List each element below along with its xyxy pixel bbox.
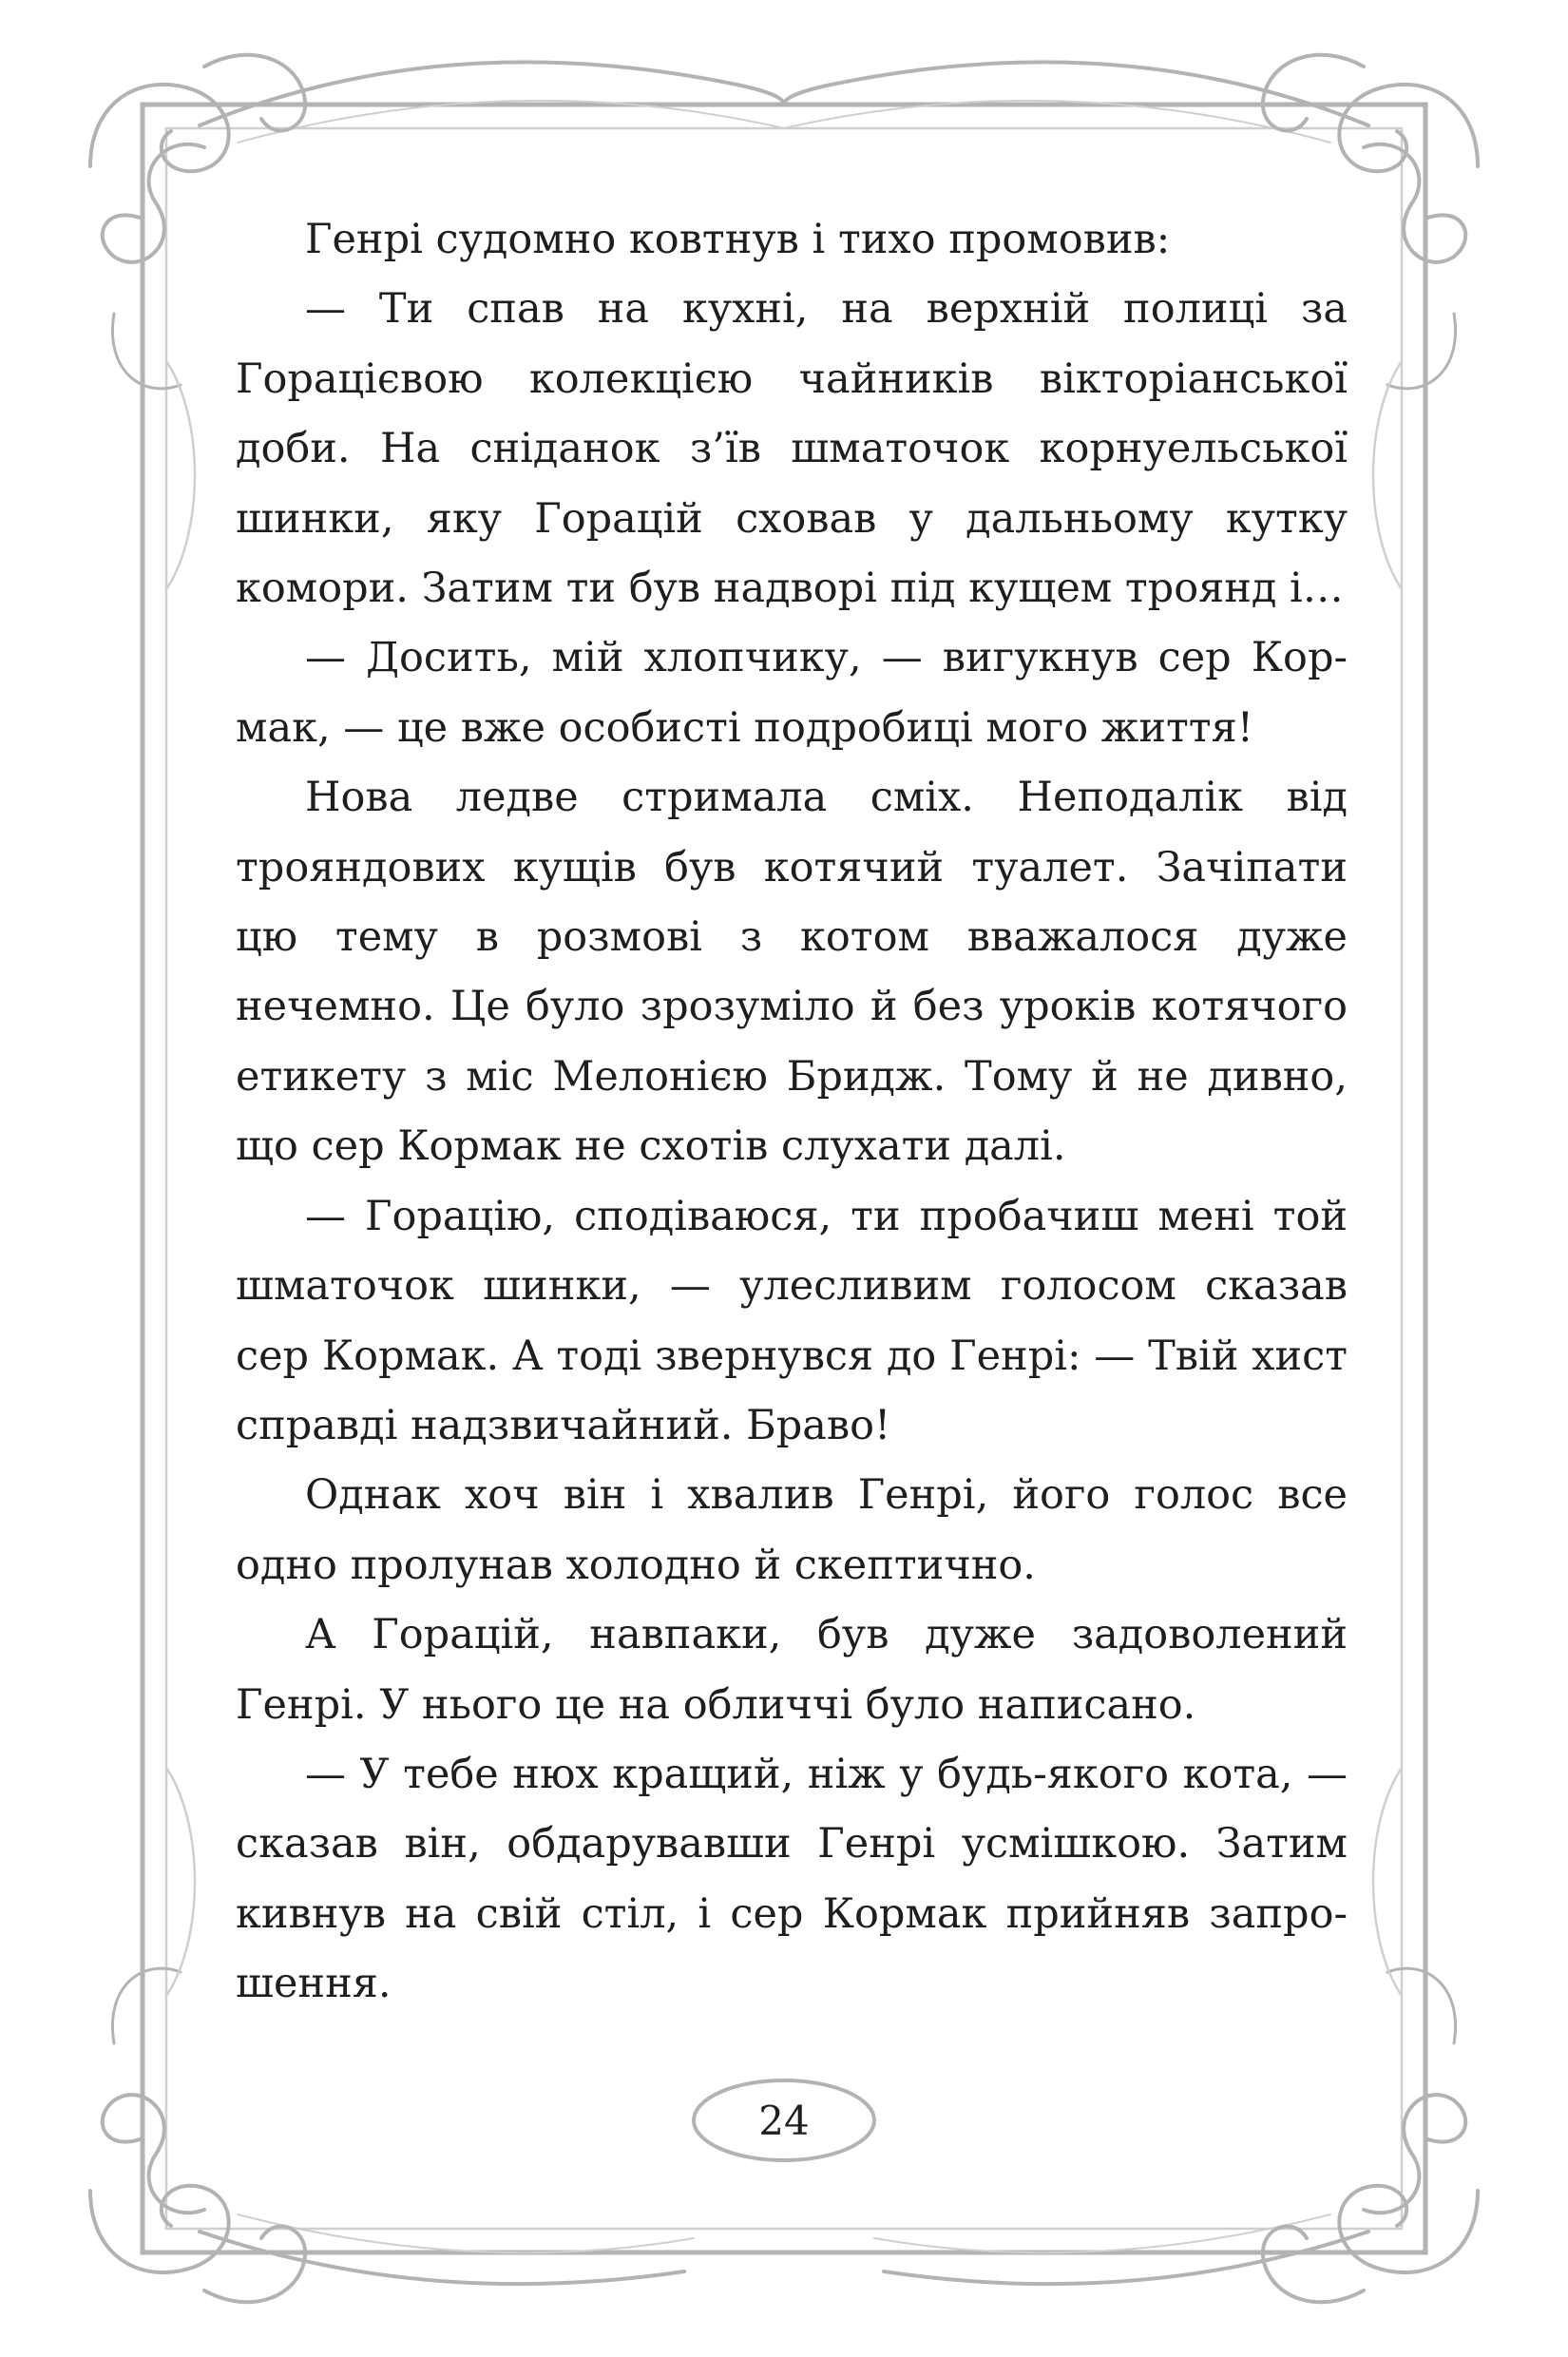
paragraph: Однак хоч він і хвалив Генрі, його голос все одно пролунав холодно й скептично. — [236, 1471, 1348, 1589]
page-number: 24 — [758, 2097, 810, 2144]
right-side-flourish — [1373, 361, 1402, 1996]
bottom-arch-inner — [238, 2214, 1330, 2252]
body-text — [236, 205, 1348, 2020]
paragraph: Нова ледве стримала сміх. Неподалік від трояндових кущів був котячий туалет. Зачіпати цю тему в розмові з котом вважалося дуже нечемно. Це було зрозуміло й без уроків котячого етикету з міс Мелонією Бридж. Тому й не дивно, що сер Кормак не схотів слухати далі. — [236, 774, 1348, 1171]
bottom-arch-left — [200, 2232, 684, 2284]
paragraph: Генрі судомно ковтнув і тихо промовив: — [305, 216, 1171, 263]
paragraph: А Горацій, навпаки, був дуже задоволений Генрі. У нього це на обличчі було написано. — [236, 1611, 1348, 1729]
top-arch-left — [200, 62, 784, 125]
paragraph: — Досить, мій хлопчику, — вигукнув сер Кормак, — це вже особисті подробиці мого життя! — [236, 634, 1348, 752]
top-arch-right — [784, 62, 1368, 125]
left-side-flourish — [166, 361, 195, 1996]
paragraph: — Горацію, сподіваюся, ти пробачиш мені той шматочок шинки, — улесливим голосом сказав сер Кормак. А тоді звернувся до Генрі: — Твій хист справді надзвичайний. Браво! — [236, 1192, 1348, 1449]
paragraph: — У тебе нюх кращий, ніж у будь-якого кота, — сказав він, обдарувавши Генрі усмішкою. Затим кивнув на свій стіл, і сер Кормак прийняв запрошення. — [236, 1750, 1348, 2008]
paragraph: — Ти спав на кухні, на верхній полиці за Горацієвою колекцією чайників вікторіанської доби. На сніданок з’їв шматочок корнуельської шинки, яку Горацій сховав у дальньому кутку комори. Затим ти був надворі під кущем троянд і… — [236, 285, 1348, 613]
bottom-arch-right — [884, 2232, 1368, 2284]
